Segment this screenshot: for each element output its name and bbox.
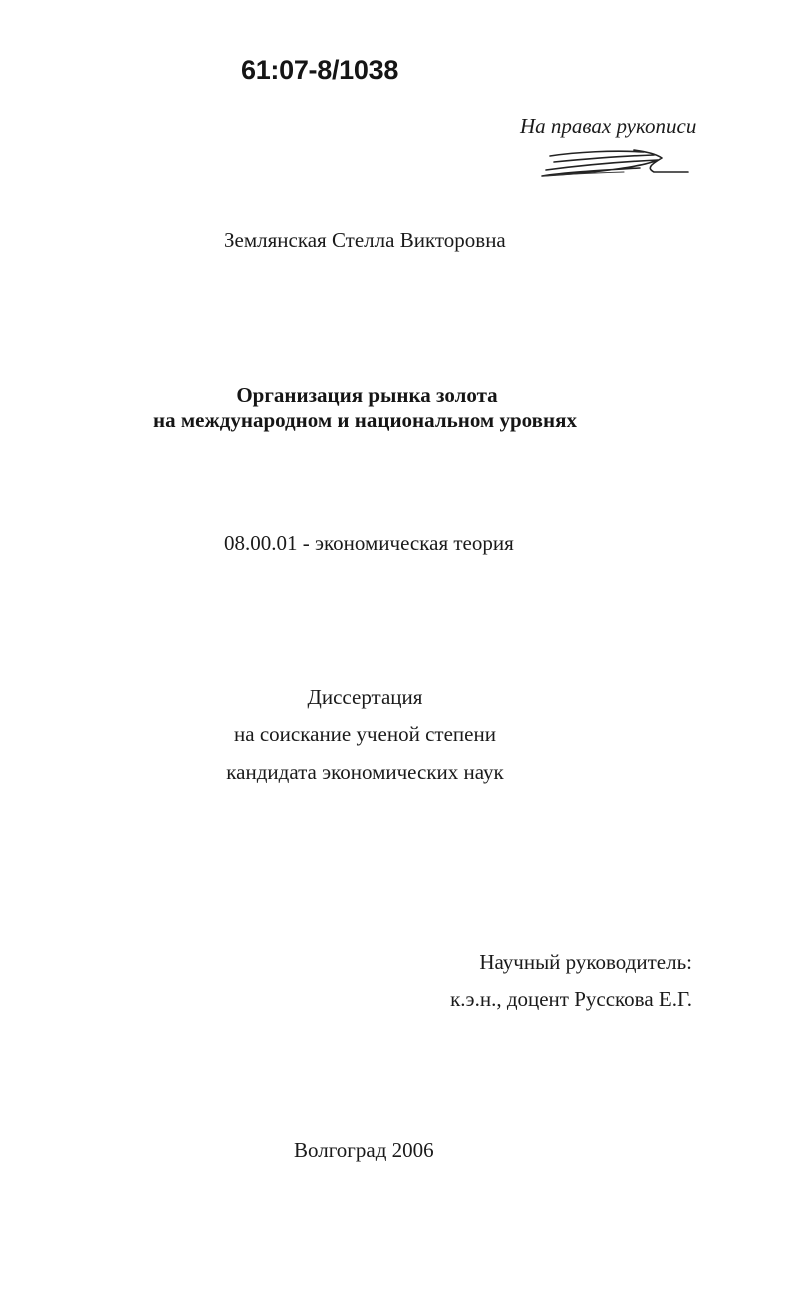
advisor-label: Научный руководитель: <box>479 950 692 974</box>
advisor-name: к.э.н., доцент Русскова Е.Г. <box>450 987 692 1011</box>
specialty-code: 08.00.01 - экономическая теория <box>224 531 514 555</box>
degree-line-1: Диссертация <box>307 685 423 709</box>
archive-code: 61:07-8/1038 <box>241 55 399 85</box>
thesis-title-line-2: на международном и национальном уровнях <box>153 408 577 432</box>
rights-notice: На правах рукописи <box>520 114 697 138</box>
author-name: Землянская Стелла Викторовна <box>224 228 506 252</box>
degree-line-2: на соискание ученой степени <box>234 722 496 746</box>
author-signature <box>536 142 692 184</box>
thesis-title-line-1: Организация рынка золота <box>236 383 498 407</box>
degree-line-3: кандидата экономических наук <box>226 760 504 784</box>
city-year: Волгоград 2006 <box>294 1138 434 1162</box>
